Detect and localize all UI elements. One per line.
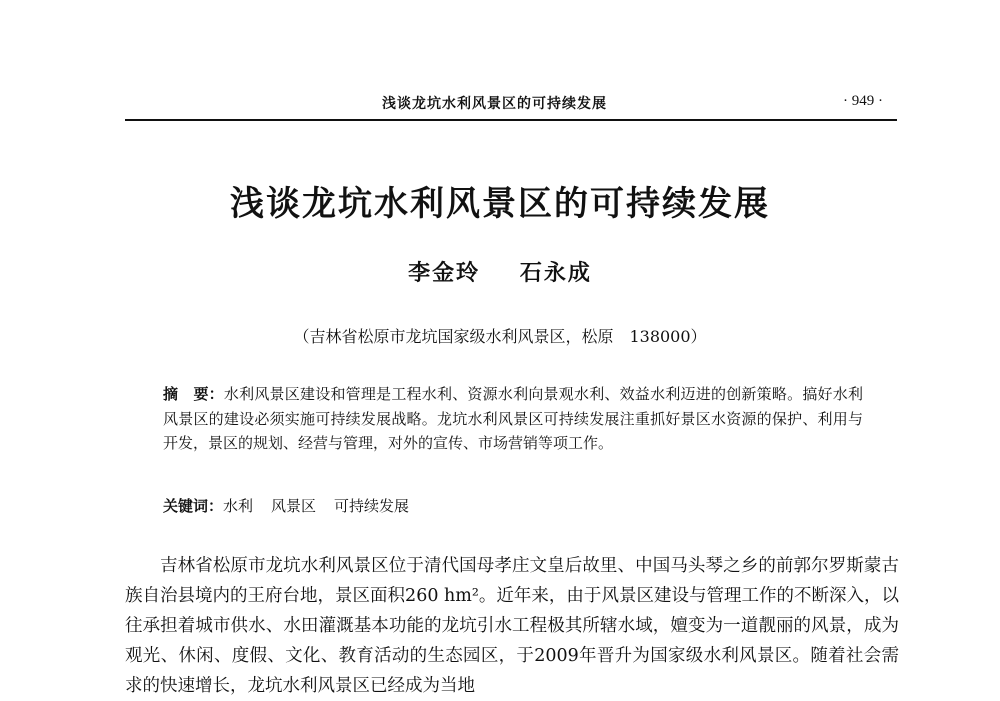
abstract-label: 摘 要： <box>163 385 224 403</box>
keyword: 风景区 <box>271 497 317 515</box>
page-number: · 949 · <box>843 93 883 109</box>
keywords-label: 关键词： <box>163 497 224 515</box>
paper-title: 浅谈龙坑水利风景区的可持续发展 <box>230 184 770 224</box>
running-header <box>125 93 897 121</box>
affiliation: （吉林省松原市龙坑国家级水利风景区，松原 138000） <box>293 327 707 346</box>
keyword: 水利 <box>223 497 254 515</box>
keyword: 可持续发展 <box>334 497 410 515</box>
keywords <box>163 495 863 516</box>
abstract <box>163 382 863 456</box>
author-name: 石永成 <box>519 260 592 286</box>
body-text <box>125 551 899 701</box>
author-name: 李金玲 <box>408 260 481 286</box>
author-list <box>0 256 1000 287</box>
running-title: 浅谈龙坑水利风景区的可持续发展 <box>382 96 607 112</box>
body-paragraph: 吉林省松原市龙坑水利风景区位于清代国母孝庄文皇后故里、中国马头琴之乡的前郭尔罗斯蒙古族自治县境内的王府台地，景区面积260 hm²。近年来，由于风景区建设与管理工作的不断深入，以往承担着城市供水、水田灌溉基本功能的龙坑引水工程极其所辖水域，嬗变为一道靓丽的风景，成为观光、休闲、度假、文化、教育活动的生态园区，于2009年晋升为国家级水利风景区。随着社会需求的快速增长，龙坑水利风景区已经成为当地 <box>125 556 899 696</box>
abstract-text: 水利风景区建设和管理是工程水利、资源水利向景观水利、效益水利迈进的创新策略。搞好水利风景区的建设必须实施可持续发展战略。龙坑水利风景区可持续发展注重抓好景区水资源的保护、利用与开发，景区的规划、经营与管理，对外的宣传、市场营销等项工作。 <box>163 385 863 452</box>
